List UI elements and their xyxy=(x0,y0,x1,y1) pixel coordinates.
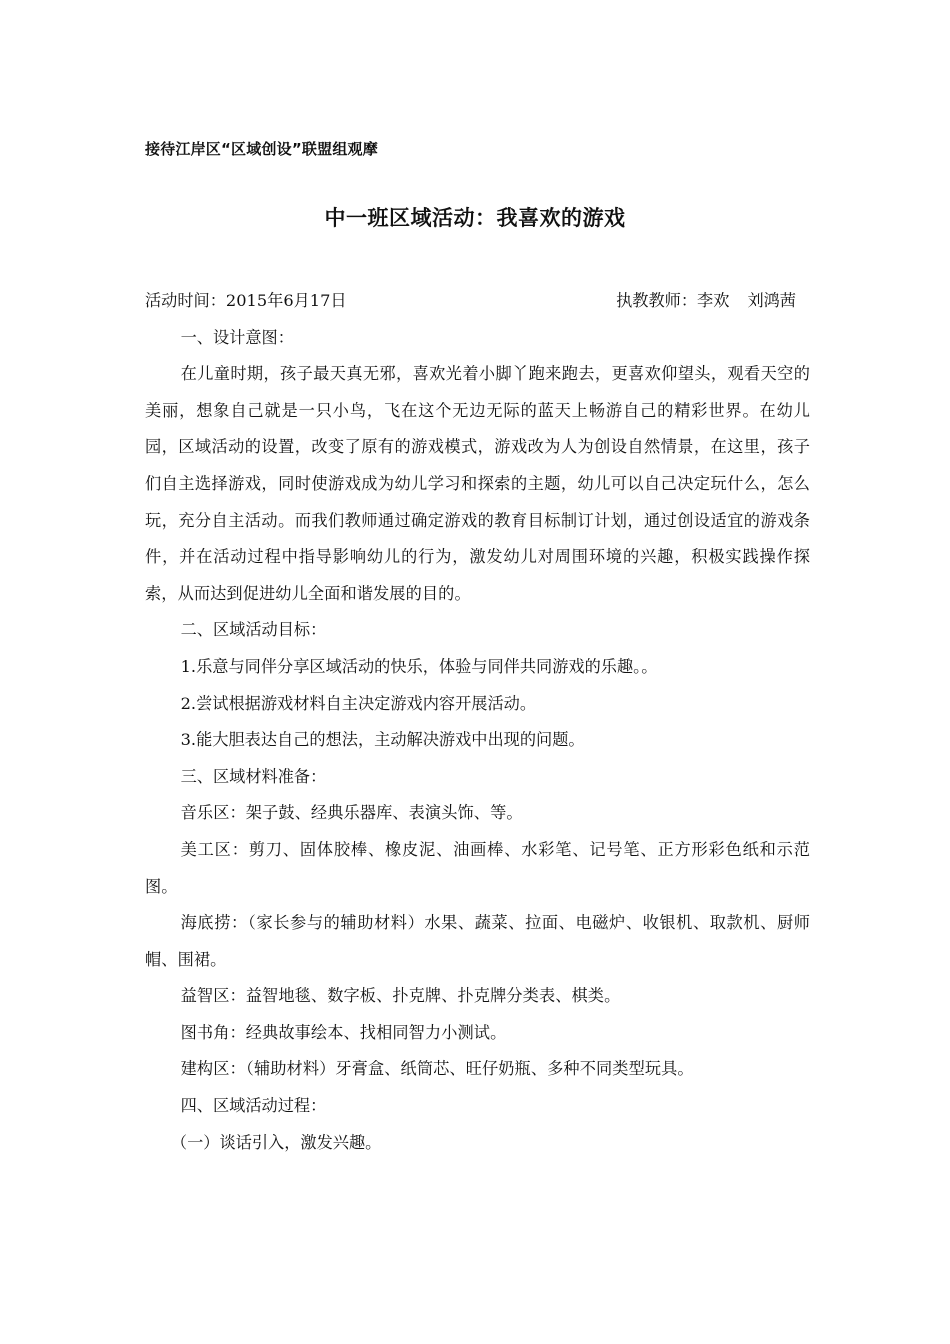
goal-item-2: 2.尝试根据游戏材料自主决定游戏内容开展活动。 xyxy=(180,693,537,713)
activity-time: 活动时间：2015年6月17日 xyxy=(145,291,347,310)
header-note: 接待江岸区“区域创设”联盟组观摩 xyxy=(145,140,378,158)
material-haidilao-area: 海底捞：（家长参与的辅助材料）水果、蔬菜、拉面、电磁炉、收银机、取款机、厨师帽、围裙。 xyxy=(145,913,810,969)
design-intent-paragraph: 在儿童时期，孩子最天真无邪，喜欢光着小脚丫跑来跑去，更喜欢仰望头，观看天空的美丽，想象自己就是一只小鸟，飞在这个无边无际的蓝天上畅游自己的精彩世界。在幼儿园，区域活动的设置，改变了原有的游戏模式，游戏改为人为创设自然情景，在这里，孩子们自主选择游戏，同时使游戏成为幼儿学习和探索的主题，幼儿可以自己决定玩什么，怎么玩，充分自主活动。而我们教师通过确定游戏的教育目标制订计划，通过创设适宜的游戏条件，并在活动过程中指导影响幼儿的行为，激发幼儿对周围环境的兴趣，积极实践操作探索，从而达到促进幼儿全面和谐发展的目的。 xyxy=(145,364,810,603)
page-title: 中一班区域活动：我喜欢的游戏 xyxy=(324,206,626,230)
process-step-1: （一）谈话引入，激发兴趣。 xyxy=(170,1132,382,1152)
goal-item-1: 1.乐意与同伴分享区域活动的快乐，体验与同伴共同游戏的乐趣。。 xyxy=(180,656,658,676)
goal-item-3: 3.能大胆表达自己的想法，主动解决游戏中出现的问题。 xyxy=(180,730,585,750)
activity-meta-row xyxy=(145,283,810,320)
material-art-area: 美工区：剪刀、固体胶棒、橡皮泥、油画棒、水彩笔、记号笔、正方形彩色纸和示范图。 xyxy=(145,839,810,896)
teachers-label: 执教教师：李欢 xyxy=(616,291,730,310)
document-body xyxy=(145,283,810,1161)
material-book-corner: 图书角：经典故事绘本、找相同智力小测试。 xyxy=(180,1022,507,1042)
material-puzzle-area: 益智区：益智地毯、数字板、扑克牌、扑克牌分类表、棋类。 xyxy=(180,986,621,1006)
section-heading-design-intent: 一、设计意图： xyxy=(180,327,294,347)
teacher-2: 刘鸿茜 xyxy=(747,291,796,310)
section-heading-materials: 三、区域材料准备： xyxy=(180,766,327,786)
material-construction-area: 建构区：（辅助材料）牙膏盒、纸筒芯、旺仔奶瓶、多种不同类型玩具。 xyxy=(180,1059,694,1079)
teachers xyxy=(616,283,796,320)
section-heading-process: 四、区域活动过程： xyxy=(180,1096,327,1116)
material-music-area: 音乐区：架子鼓、经典乐器库、表演头饰、等。 xyxy=(180,803,523,823)
section-heading-goals: 二、区域活动目标： xyxy=(180,620,327,640)
